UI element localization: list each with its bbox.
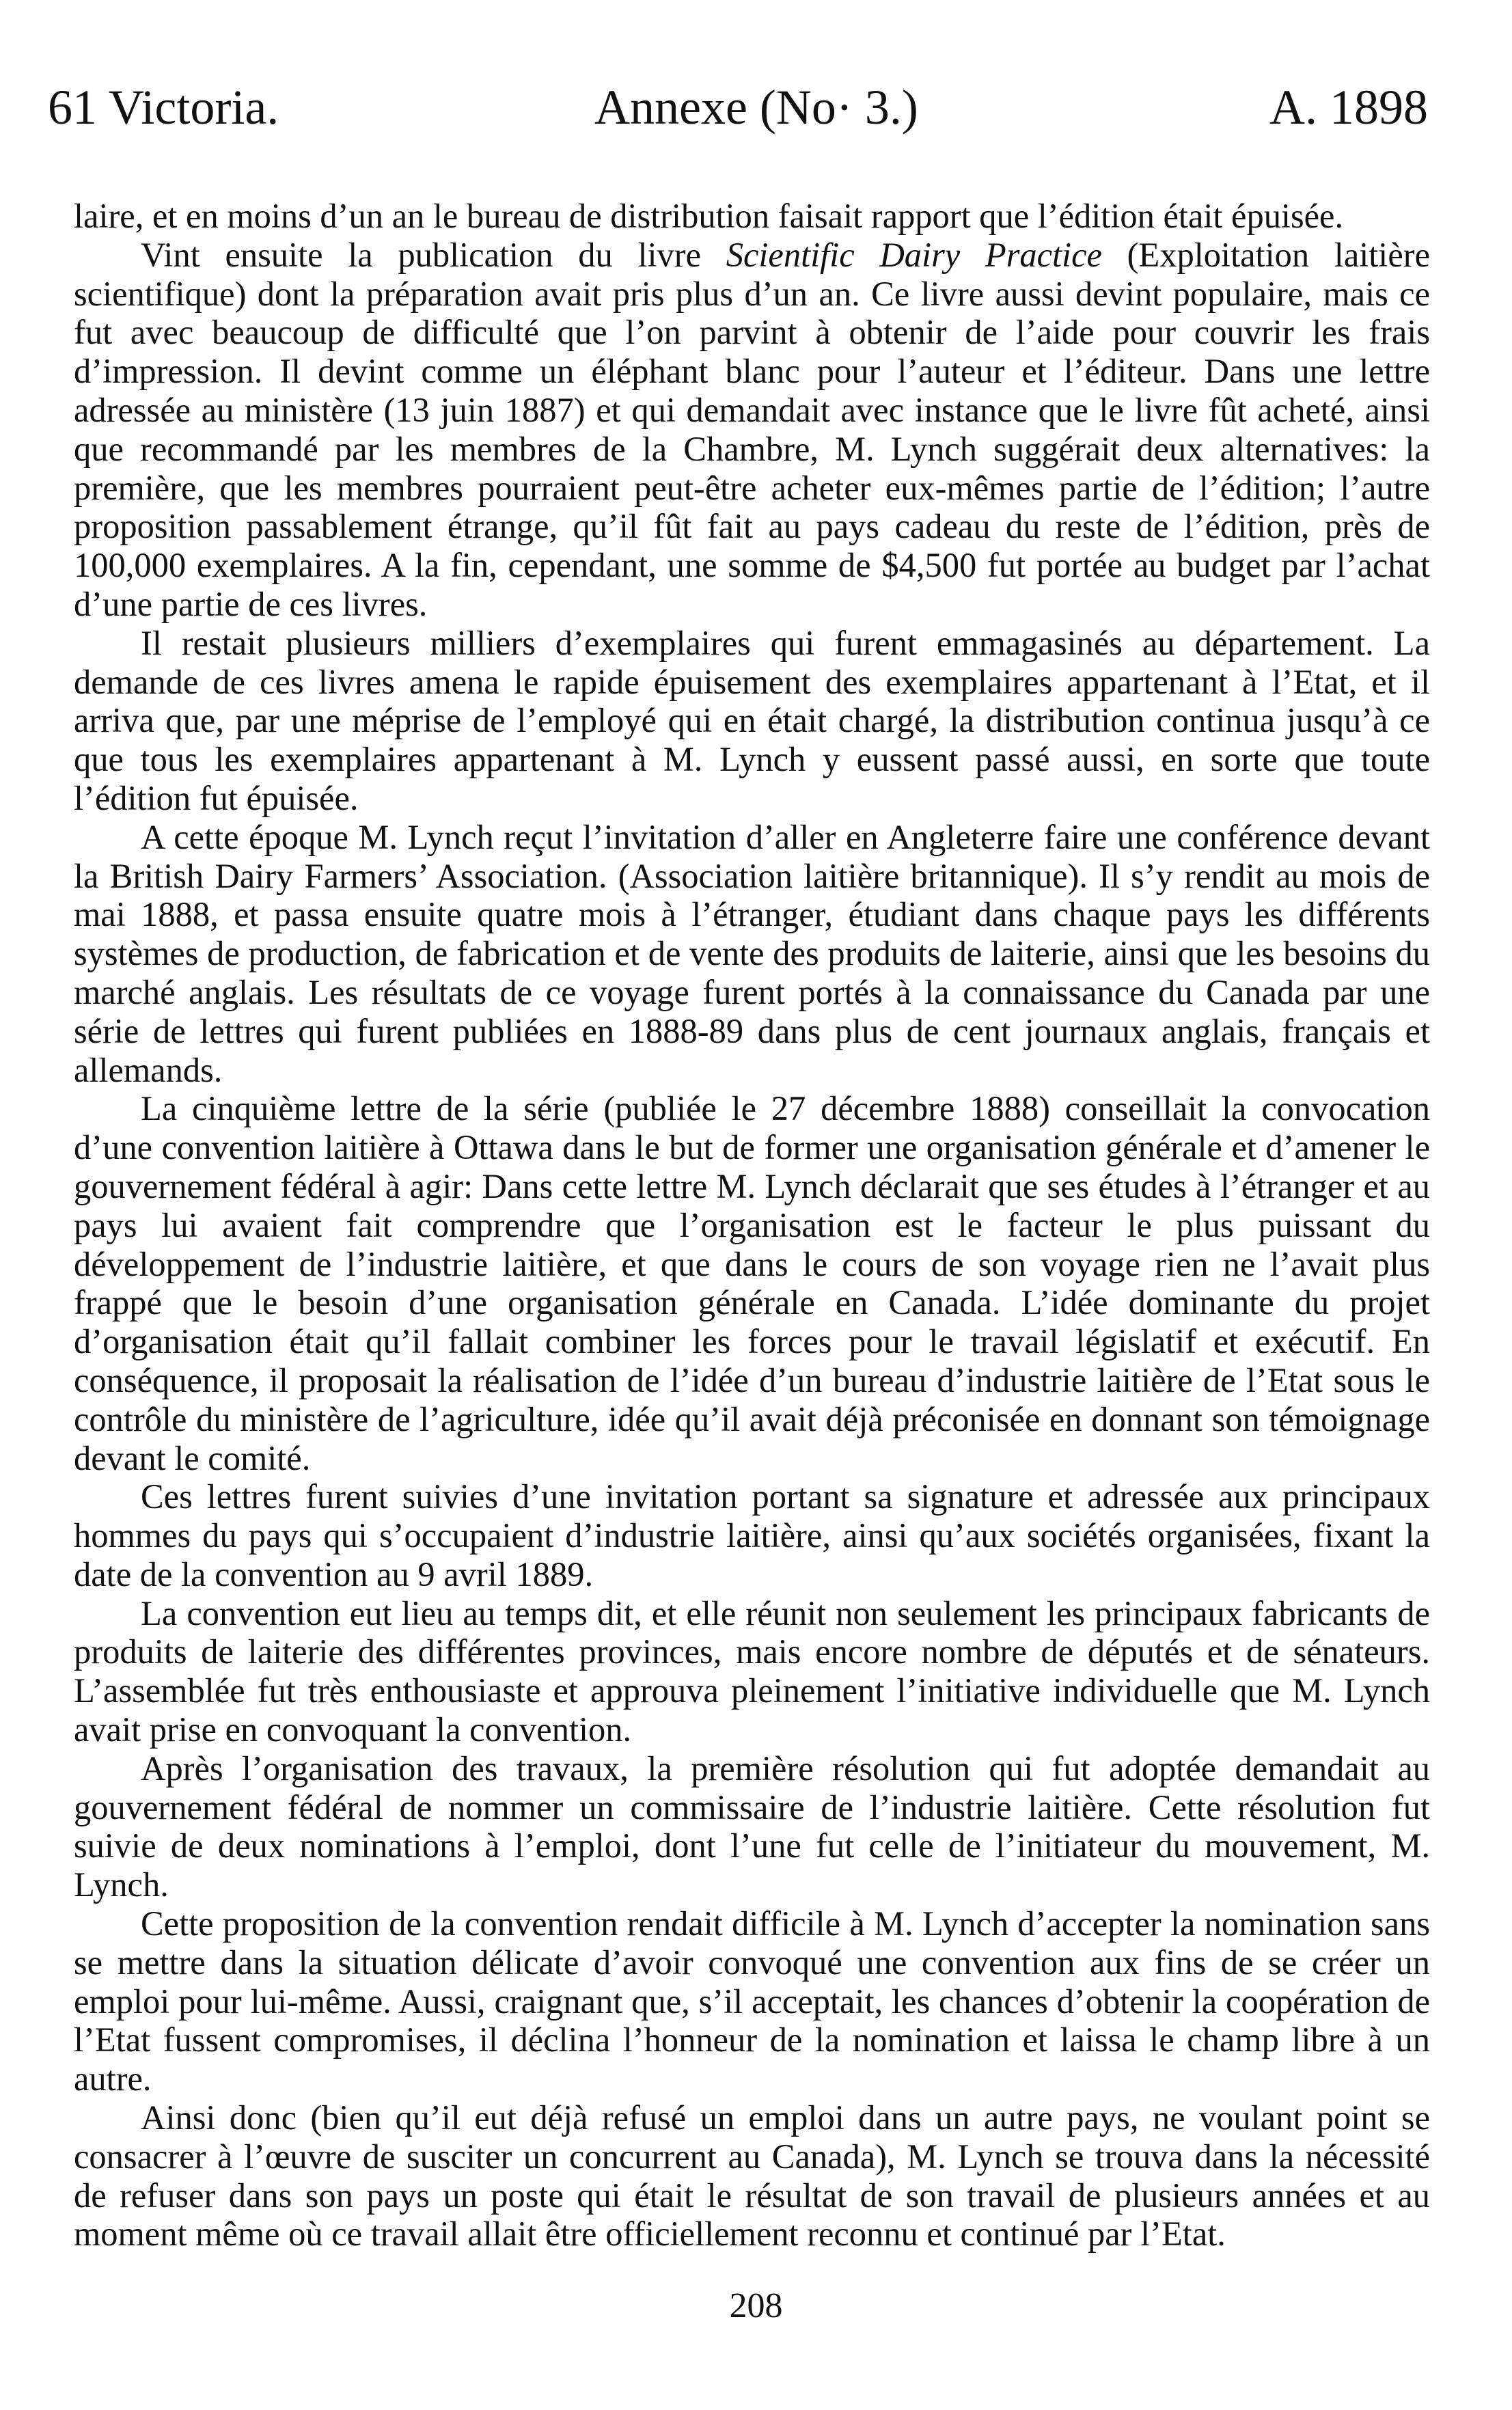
paragraph: laire, et en moins d’un an le bureau de distribution faisait rapport que l’édition était épuisée. (74, 197, 1344, 235)
body-text (74, 197, 1430, 2254)
paragraph: Il restait plusieurs milliers d’exemplaires qui furent emmagasinés au département. La demande de ces livres amena le rapide épuisement des exemplaires appartenant à l’Etat, et il arriva que, par une méprise de l’employé qui en était chargé, la distribution continua jusqu’à ce que tous les exemplaires appartenant à M. Lynch y eussent passé aussi, en sorte que toute l’édition fut épuisée. (74, 623, 1430, 817)
paragraph: A cette époque M. Lynch reçut l’invitation d’aller en Angleterre faire une conférence devant la British Dairy Farmers’ Association. (Association laitière britannique). Il s’y rendit au mois de mai 1888, et passa ensuite quatre mois à l’étranger, étudiant dans chaque pays les différents systèmes de production, de fabrication et de vente des produits de laiterie, ainsi que les besoins du marché anglais. Les résultats de ce voyage furent portés à la connaissance du Canada par une série de lettres qui furent publiées en 1888-89 dans plus de cent journaux anglais, français et allemands. (74, 817, 1430, 1089)
header-annex: Annexe (No· 3.) (594, 80, 918, 135)
header-session: 61 Victoria. (48, 80, 279, 135)
paragraph: La convention eut lieu au temps dit, et elle réunit non seulement les principaux fabricants de produits de laiterie des différentes provinces, mais encore nombre de députés et de sénateurs. L’assemblée fut très enthousiaste et approuva pleinement l’initiative individuelle que M. Lynch avait prise en convoquant la convention. (74, 1593, 1430, 1749)
paragraph: Cette proposition de la convention rendait difficile à M. Lynch d’accepter la nomination sans se mettre dans la situation délicate d’avoir convoqué une convention aux fins de se créer un emploi pour lui-même. Aussi, craignant que, s’il acceptait, les chances d’obtenir la coopération de l’Etat fussent compromises, il déclina l’honneur de la nomination et laissa le champ libre à un autre. (74, 1904, 1430, 2098)
paragraph: Ces lettres furent suivies d’une invitation portant sa signature et adressée aux principaux hommes du pays qui s’occupaient d’industrie laitière, ainsi qu’aux sociétés organisées, fixant la date de la convention au 9 avril 1889. (74, 1477, 1430, 1593)
book-title: Scientific Dairy Practice (726, 235, 1102, 274)
paragraph: La cinquième lettre de la série (publiée le 27 décembre 1888) conseillait la convocation d’une convention laitière à Ottawa dans le but de former une organisation générale et d’amener le gouvernement fédéral à agir: Dans cette lettre M. Lynch déclarait que ses études à l’étranger et au pays lui avaient fait comprendre que l’organisation est le facteur le plus puissant du développement de l’industrie laitière, et que dans le cours de son voyage rien ne l’avait plus frappé que le besoin d’une organisation générale en Canada. L’idée dominante du projet d’organisation était qu’il fallait combiner les forces pour le travail législatif et exécutif. En conséquence, il proposait la réalisation de l’idée d’un bureau d’industrie laitière de l’Etat sous le contrôle du ministère de l’agriculture, idée qu’il avait déjà préconisée en donnant son témoignage devant le comité. (74, 1089, 1430, 1477)
paragraph: Vint ensuite la publication du livre Scientific Dairy Practice (Exploitation laitière scientifique) dont la préparation avait pris plus d’un an. Ce livre aussi devint populaire, mais ce fut avec beaucoup de difficulté que l’on parvint à obtenir de l’aide pour couvrir les frais d’impression. Il devint comme un éléphant blanc pour l’auteur et l’éditeur. Dans une lettre adressée au ministère (13 juin 1887) et qui demandait avec instance que le livre fût acheté, ainsi que recommandé par les membres de la Chambre, M. Lynch suggérait deux alternatives: la première, que les membres pourraient peut-être acheter eux-mêmes partie de l’édition; l’autre proposition passablement étrange, qu’il fût fait au pays cadeau du reste de l’édition, près de 100,000 exemplaires. A la fin, cependant, une somme de $4,500 fut portée au budget par l’achat d’une partie de ces livres. (74, 235, 1430, 623)
running-header (48, 77, 1428, 138)
paragraph: Après l’organisation des travaux, la première résolution qui fut adoptée demandait au gouvernement fédéral de nommer un commissaire de l’industrie laitière. Cette résolution fut suivie de deux nominations à l’emploi, dont l’une fut celle de l’initiateur du mouvement, M. Lynch. (74, 1749, 1430, 1904)
page-number: 208 (729, 2286, 783, 2325)
paragraph: Ainsi donc (bien qu’il eut déjà refusé un emploi dans un autre pays, ne voulant point se consacrer à l’œuvre de susciter un concurrent au Canada), M. Lynch se trouva dans la nécessité de refuser dans son pays un poste qui était le résultat de son travail de plusieurs années et au moment même où ce travail allait être officiellement reconnu et continué par l’Etat. (74, 2098, 1430, 2254)
header-year: A. 1898 (1269, 80, 1428, 135)
